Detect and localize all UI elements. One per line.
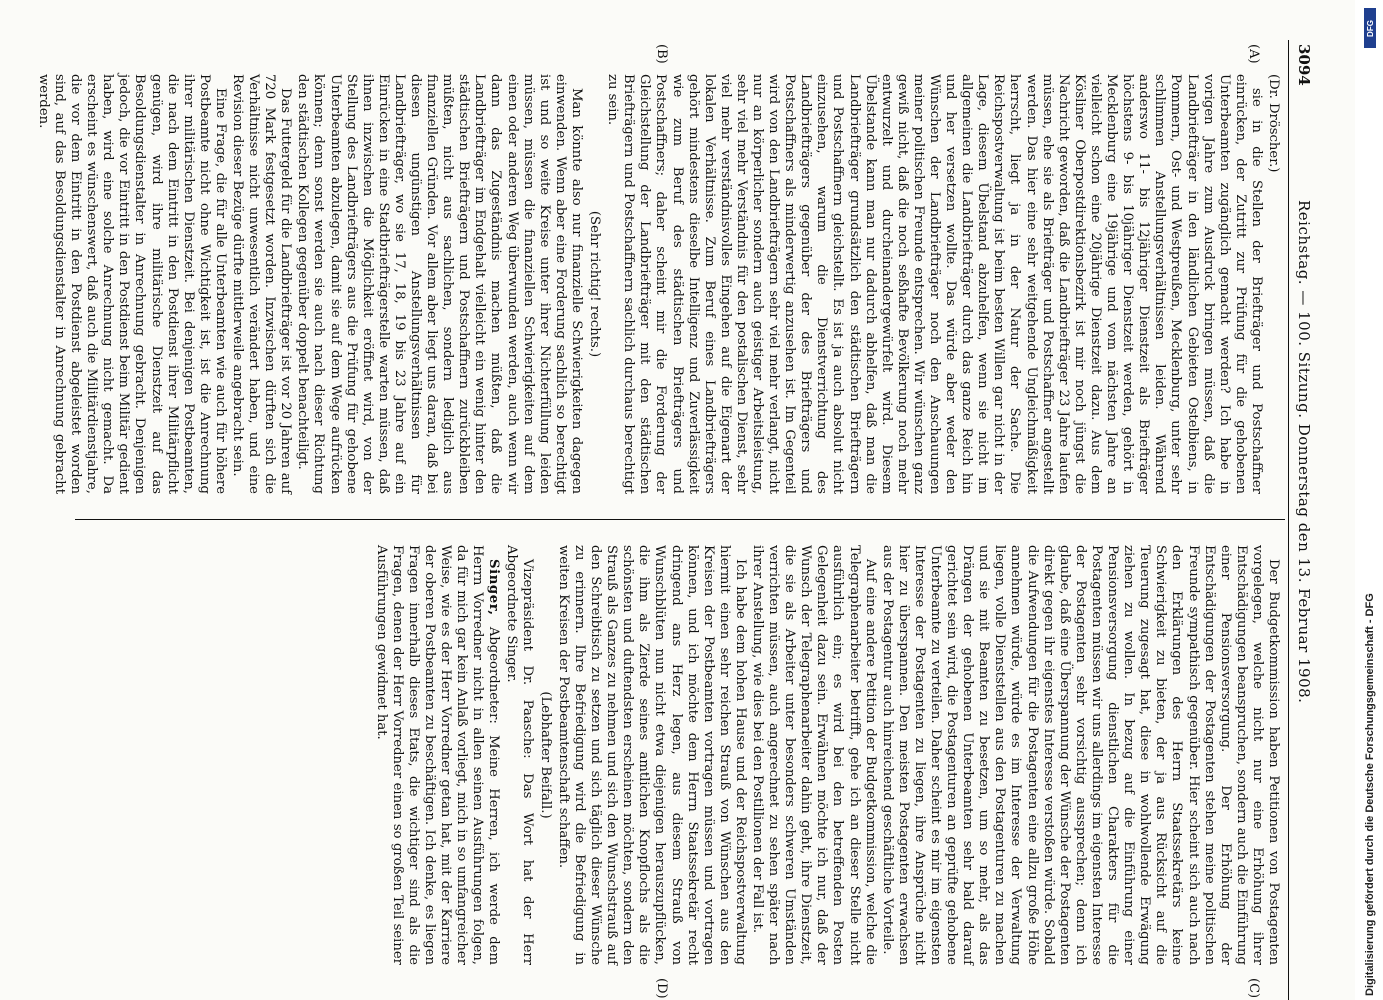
margin-marker-a: (A)	[1246, 44, 1261, 64]
page-title: Reichstag. — 100. Sitzung. Donnerstag den 13. Februar 1908.	[1295, 200, 1313, 704]
right-column	[71, 545, 1281, 965]
margin-marker-b: (B)	[654, 44, 669, 64]
paragraph: Man könnte also nur finanzielle Schwierigkeiten dagegen einwenden. Wenn aber eine Forderung sachlich so berechtigt ist und so weite Kreise unter ihrer Nichterfüllung leiden müssen, müssen die finanziellen Schwierigkeiten auf dem einen oder anderen Weg überwunden werden, auch wenn wir dann das Zugeständnis machen müßten, daß die Landbriefträger im Endgehalt vielleicht ein wenig hinter den städtischen Briefträgern und Postschaffnern zurückbleiben müßten, nicht aus sachlichen, sondern lediglich aus finanziellen Gründen. Vor allem aber liegt uns daran, daß bei diesen ungünstigen Anstellungsverhältnissen für Landbriefträger, wo sie 17, 18, 19 bis 23 Jahre auf ein Einrücken in eine Stadtbriefträgerstelle warten müssen, daß ihnen inzwischen die Möglichkeit eröffnet wird, von der Stellung des Landbriefträgers aus die Prüfung für gehobene Unterbeamten abzulegen, damit sie auf dem Wege aufrücken können; denn sonst werden sie auch nach dieser Richtung den städtischen Kollegen gegenüber doppelt benachteiligt.	[295, 74, 584, 494]
dfg-logo: DFG	[1364, 8, 1376, 48]
applause: (Lebhafter Beifall.)	[537, 691, 553, 819]
rotated-page-content	[35, 40, 1315, 1000]
president-remark: Vizepräsident Dr. Paasche: Das Wort hat der Herr Abgeordnete Singer.	[503, 545, 535, 965]
paragraph: Eine Frage, die für alle Unterbeamten wie auch für höhere Postbeamte nicht ohne Wichtigkeit ist, ist die Anrechnung ihrer militärischen Dienstzeit. Bei denjenigen Postbeamten, die nach dem Eintritt in den Postdienst ihrer Militärpflicht genügen, wird ihre militärische Dienstzeit auf das Besoldungsdienstalter in Anrechnung gebracht. Denjenigen jedoch, die vor Eintritt in den Postdienst beim Militär gedient haben, wird eine solche Anrechnung nicht gemacht. Da erscheint es wünschenswert, daß auch die Militärdienstjahre, die vor dem Eintritt in den Postdienst abgeleistet worden sind, auf das Besoldungsdienstalter in Anrechnung gebracht werden.	[35, 74, 228, 494]
margin-marker-d: (D)	[654, 978, 669, 999]
paragraph: Das Futtergeld für die Landbriefträger ist vor 20 Jahren auf 720 Mark festgesetzt worden. Inzwischen dürften sich die Verhältnisse nicht unwesentlich verändert haben, und eine Revision dieser Bezüge dürfte mittlerweile angebracht sein.	[230, 74, 294, 494]
speaker-role: Abgeordneter:	[486, 626, 502, 724]
margin-marker-c: (C)	[1246, 978, 1261, 999]
interjection: (Sehr richtig! rechts.)	[587, 210, 603, 358]
speaker-name: Singer,	[486, 559, 502, 616]
page-header	[1289, 40, 1315, 1000]
digitization-credit: Digitalisierung gefördert durch die Deutsche Forschungsgemeinschaft - DFG	[1364, 593, 1376, 996]
header-rule	[1288, 40, 1289, 1000]
paragraph: Der Budgetkommission haben Petitionen von Postagenten vorgelegen, welche nicht nur eine Erhöhung ihrer Entschädigungen beanspruchen, sondern auch die Einführung einer Pensionsversorgung. Der Erhöhung der Entschädigungen der Postagenten stehen meine politischen Freunde sympathisch gegenüber. Hier scheint sich auch nach den Erklärungen des Herrn Staatssekretärs keine Schwierigkeit zu bieten, der ja aus Rücksicht auf die Teuerung zugesagt hat, diese in wohlwollende Erwägung ziehen zu wollen. In bezug auf die Einführung einer Pensionsversorgung dienstlichen Charakters für die Postagenten müssen wir uns allerdings im eigensten Interesse der Postagenten sehr vorsichtig aussprechen; denn ich glaube, daß eine Überspannung der Wünsche der Postagenten direkt gegen ihr eigenstes Interesse verstoßen würde. Sobald die Aufwendungen für die Postagenten eine allzu große Höhe annehmen würde, würde es im Interesse der Verwaltung liegen, volle Dienststellen aus den Postagenturen zu machen und sie mit Beamten zu besetzen, um so mehr, als das Drängen der gehobenen Unterbeamten sehr bald darauf gerichtet sein wird, die Postagenturen an geprüfte gehobene Unterbeamte zu verteilen. Daher scheint es mir im eigensten Interesse der Postagenten zu liegen, ihre Ansprüche nicht hier zu überspannen. Den meisten Postagenten erwachsen aus der Postagentur auch hinreichend geschäftliche Vorteile.	[879, 545, 1281, 965]
paragraph: Ich habe dem hohen Hause und der Reichspostverwaltung hiermit einen sehr reichen Strauß von Wünschen aus den Kreisen der Postbeamten vortragen müssen und vortragen können, und ich möchte dem Herrn Staatssekretär recht dringend ans Herz legen, aus diesem Strauß von Wunschblüten nun nicht etwa diejenigen herauszupflücken, die ihm als Zierde seines amtlichen Knopflochs als die schönsten und duftendsten erscheinen möchten, sondern den Strauß als Ganzes zu nehmen und sich den Wunschstrauß auf den Schreibtisch zu setzen und sich täglich dieser Wünsche zu erinnern. Ihre Befriedigung wird die Befriedigung in weiten Kreisen der Postbeamtenschaft schaffen.	[555, 545, 748, 965]
speech-text: Meine Herren, ich werde dem Herrn Vorredner nicht in allen seinen Ausführungen folgen, da für mich gar kein Anlaß vorliegt, mich in so umfangreicher Weise, wie es der Herr Vorredner getan hat, mit der Karriere der oberen Postbeamten zu beschäftigen. Ich denke, es liegen Fragen innerhalb dieses Etats, die wichtiger sind als die Fragen, denen der Herr Vorredner einen so großen Teil seiner Ausführungen gewidmet hat.	[373, 545, 502, 966]
page-number: 3094	[1295, 44, 1313, 86]
paragraph: Auf eine andere Petition der Budgetkommission, welche die Telegraphenarbeiter betrifft, gehe ich an dieser Stelle nicht ausführlich ein; es wird bei den betreffenden Posten Gelegenheit dazu sein. Erwähnen möchte ich nur, daß der Wunsch der Telegraphenarbeiter dahin geht, ihre Dienstzeit, die sie als Arbeiter unter besonders schweren Umständen verrichten müssen, auch angerechnet zu sehen später nach ihrer Anstellung, wie dies bei den Postillionen der Fall ist.	[750, 545, 878, 965]
paragraph: sie in die Stellen der Briefträger und Postschaffner einrücken, der Zutritt zur Prüfung für die gehobenen Unterbeamten zugänglich gemacht werden? Ich habe in vorigen Jahre zum Ausdruck bringen müssen, daß die Landbriefträger in den ländlichen Gebieten Ostelbiens, in Pommern, Ost- und Westpreußen, Mecklenburg, unter sehr schlimmen Anstellungsverhältnissen leiden. Während anderswo 11- bis 12jähriger Dienstzeit als Briefträger höchstens 9- bis 10jähriger Dienstzeit werden, gehört in Mecklenburg eine 19jährige und vom nächsten Jahre an vielleicht schon eine 20jährige Dienstzeit dazu. Aus dem Kösliner Oberpostdirektionsbezirk ist mir noch jüngst die Nachricht geworden, daß die Landbriefträger 23 Jahre laufen müssen, ehe sie als Briefträger und Postschaffner angestellt werden. Das hier eine sehr weitgehende Ungleichmäßigkeit herrscht, liegt ja in der Natur der Sache. Die Reichspostverwaltung ist beim besten Willen gar nicht in der Lage, diesem Übelstand abzuhelfen, wenn sie nicht im allgemeinen die Landbriefträger durch das ganze Reich hin und her versetzen wollte. Das würde aber weder den Wünschen der Landbriefträger noch den Anschauungen meiner politischen Freunde entsprechen. Wir wünschen ganz gewiß nicht, daß die noch seßhafte Bevölkerung noch mehr entwurzelt und durcheinandergewürfelt wird. Diesem Übelstande kann man nur dadurch abhelfen, daß man die Landbriefträger grundsätzlich den städtischen Briefträgern und Postschaffnern gleichstellt. Es ist ja auch absolut nicht einzusehen, warum die Dienstverrichtung des Landbriefträgers gegenüber der des Briefträgers und Postschaffners als minderwertig anzusehen ist. Im Gegenteil wird von den Landbriefträgern sehr viel mehr verlangt, nicht nur an körperlicher sondern auch geistiger Arbeitsleistung, sehr viel mehr Verständnis für den postalischen Dienst, sehr viel mehr verständnisvolles Eingehen auf die Eigenart der lokalen Verhältnisse. Zum Beruf eines Landbriefträgers gehört mindestens dieselbe Intelligenz und Zuverlässigkeit wie zum Beruf des städtischen Briefträgers und Postschaffners; daher scheint mir die Forderung der Gleichstellung der Landbriefträger mit den städtischen Briefträgern und Postschaffnern sachlich durchaus berechtigt zu sein.	[605, 74, 1264, 494]
speech-start	[373, 545, 502, 965]
column-divider	[75, 519, 1285, 520]
speaker-header: (Dr. Dröscher.)	[1266, 74, 1281, 173]
left-column	[35, 74, 1281, 494]
